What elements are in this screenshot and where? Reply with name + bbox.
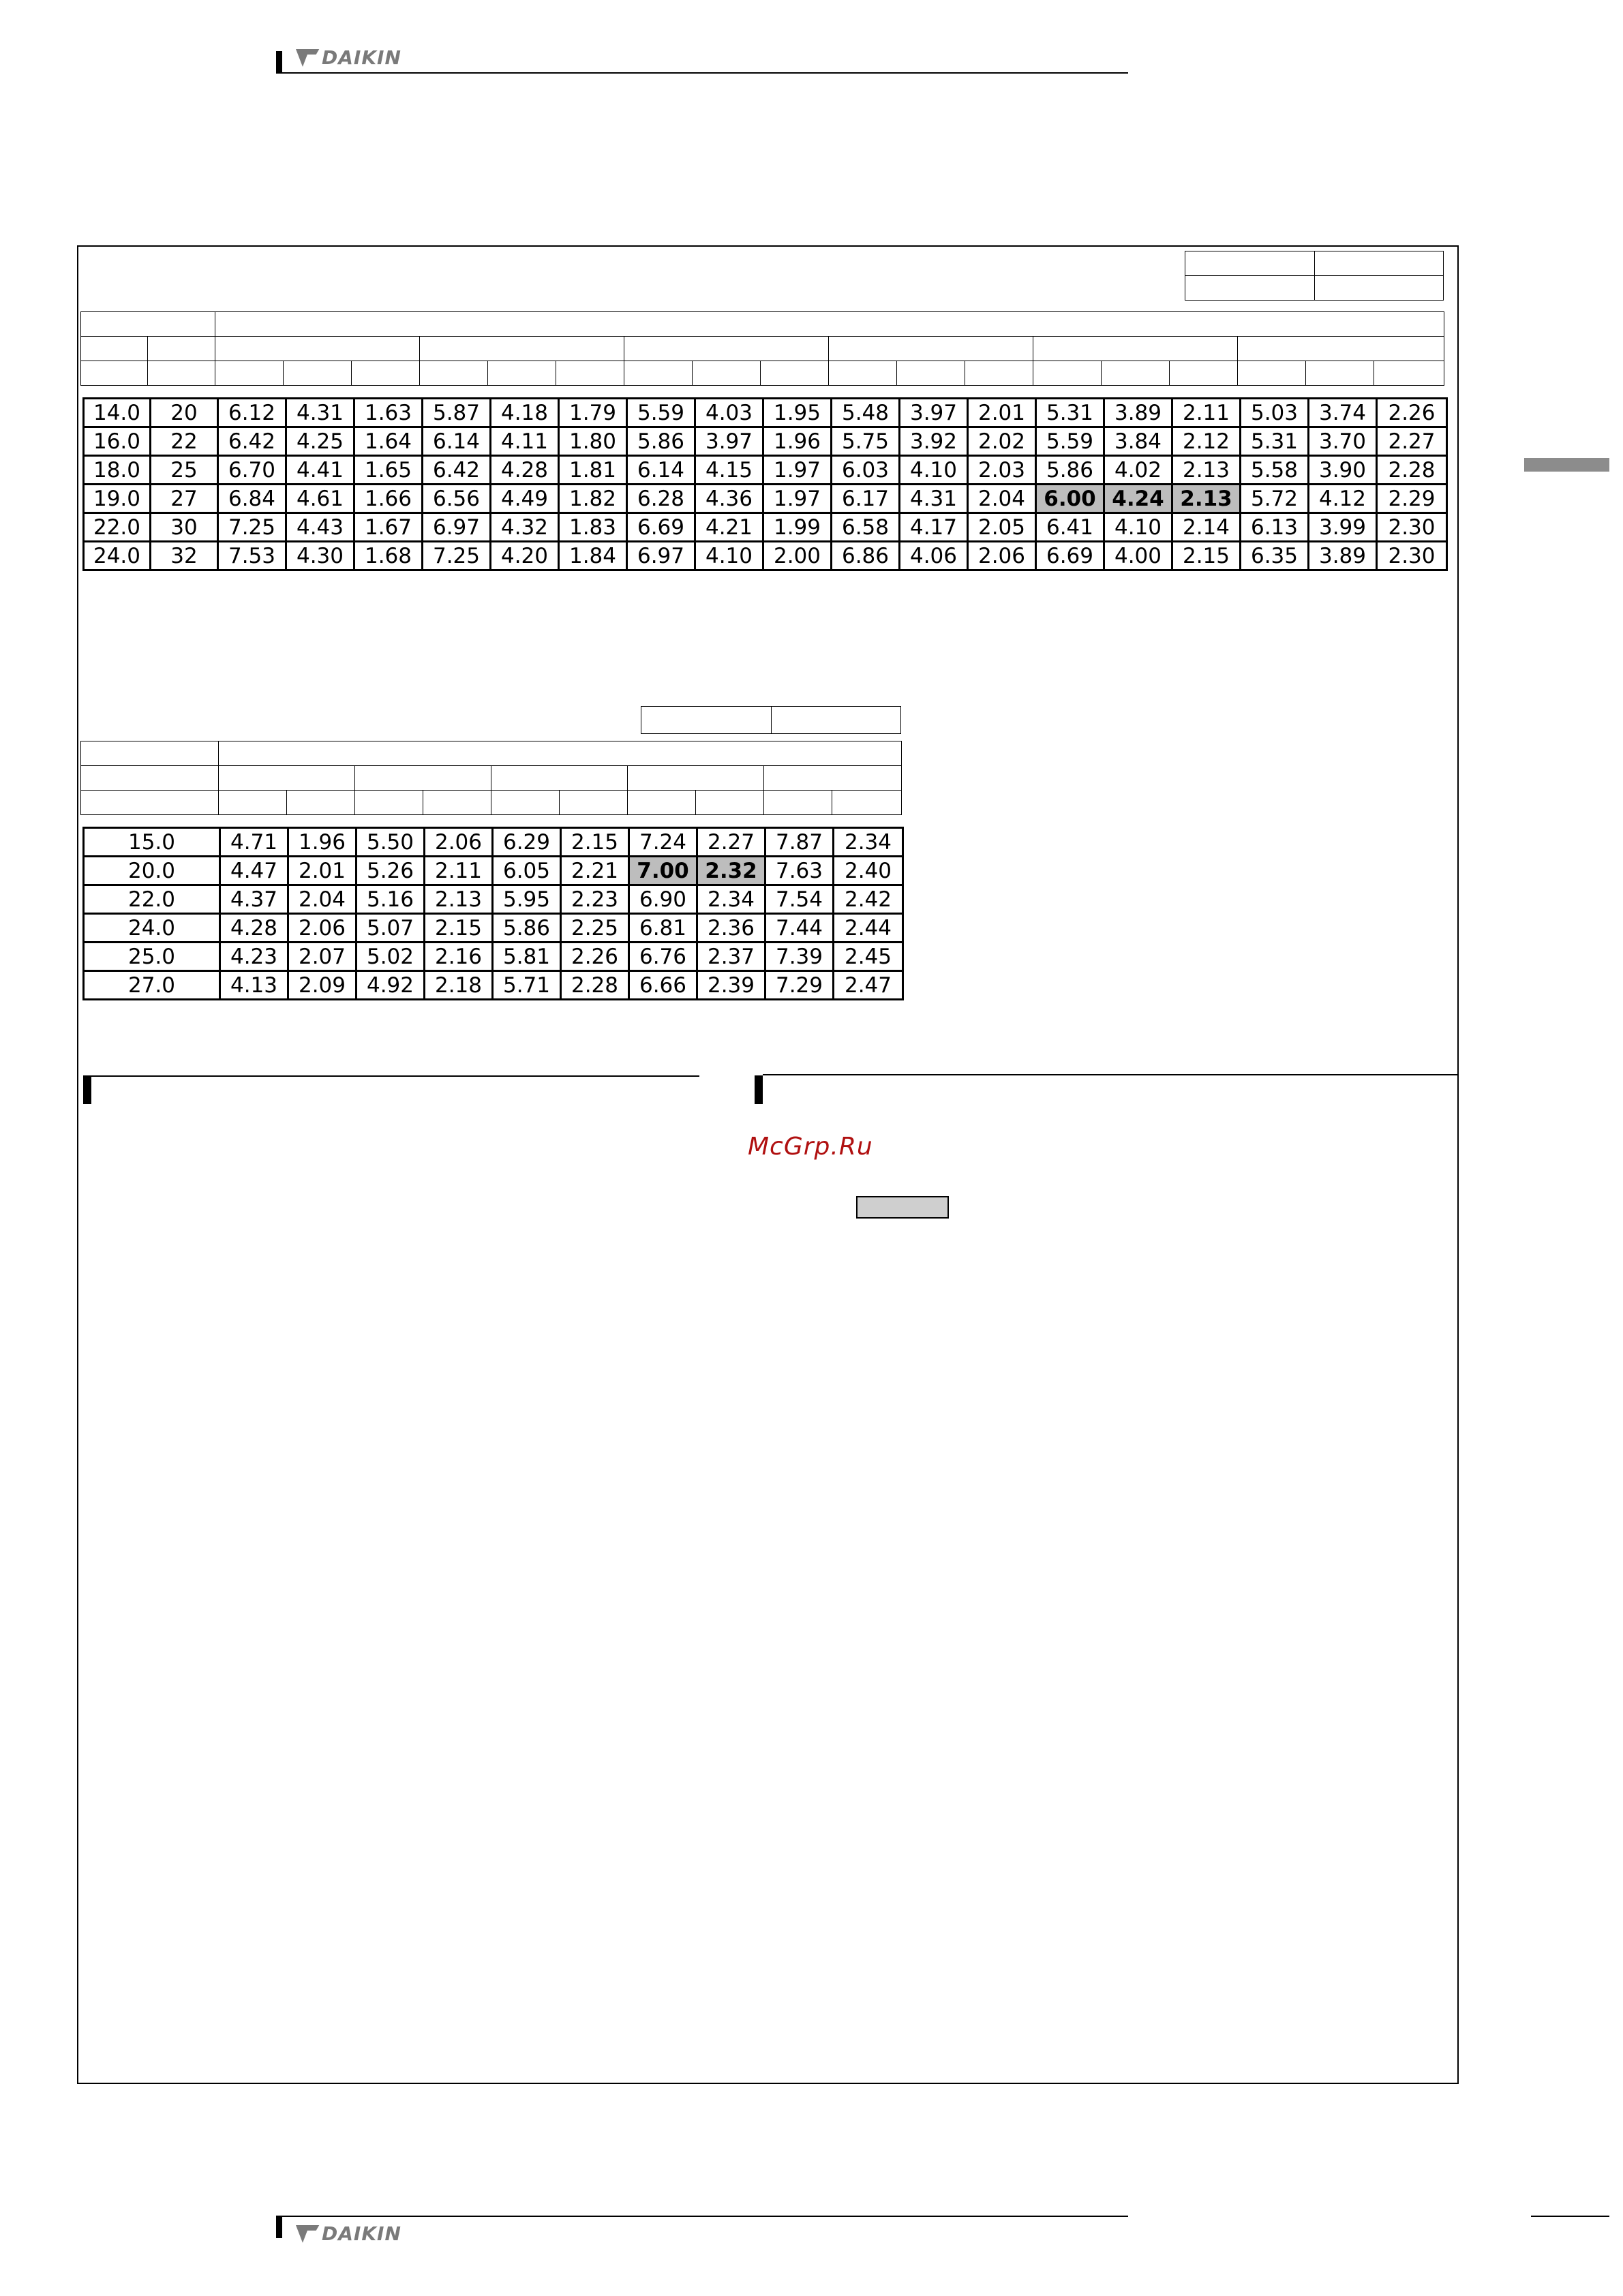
heating-cell: 7.87	[765, 828, 834, 857]
heating-cell: 7.63	[765, 857, 834, 885]
cooling-cell: 4.17	[900, 513, 968, 542]
cooling-cell: 5.59	[1036, 427, 1104, 456]
cooling-cell: 4.25	[286, 427, 354, 456]
side-section-tab	[1524, 458, 1609, 472]
cooling-cell: 6.97	[423, 513, 491, 542]
cooling-cell: 2.06	[968, 542, 1036, 570]
heating-cell: 7.39	[765, 943, 834, 971]
heating-cell: 4.37	[220, 885, 288, 914]
cooling-cell: 16.0	[84, 427, 151, 456]
cooling-cell: 2.13	[1172, 456, 1241, 485]
heating-cell: 5.81	[493, 943, 561, 971]
header-rule	[276, 72, 1128, 74]
cooling-cell: 2.29	[1377, 485, 1447, 513]
cooling-row	[84, 427, 1447, 456]
heating-cell: 4.92	[357, 971, 425, 1000]
heating-cell: 2.26	[561, 943, 629, 971]
cooling-cell: 4.15	[695, 456, 763, 485]
cooling-cell: 5.58	[1241, 456, 1309, 485]
cooling-cell: 5.86	[1036, 456, 1104, 485]
cooling-cell: 4.21	[695, 513, 763, 542]
cooling-cell: 18.0	[84, 456, 151, 485]
heating-cell: 2.27	[697, 828, 765, 857]
heating-cell: 4.28	[220, 914, 288, 943]
cooling-cell: 14.0	[84, 399, 151, 427]
heating-data-table	[82, 827, 904, 1000]
heating-cell: 2.16	[425, 943, 493, 971]
cooling-cell: 1.64	[354, 427, 423, 456]
heating-cell: 7.00	[629, 857, 697, 885]
heating-cell: 2.40	[834, 857, 903, 885]
cooling-cell: 6.42	[218, 427, 286, 456]
cooling-cell: 2.15	[1172, 542, 1241, 570]
cooling-cell: 3.74	[1309, 399, 1377, 427]
daikin-logo-icon	[296, 2225, 319, 2243]
cooling-model-box	[1185, 251, 1444, 301]
cooling-cell: 4.20	[491, 542, 559, 570]
cooling-table-header	[80, 311, 1444, 386]
cooling-cell: 4.18	[491, 399, 559, 427]
cooling-cell: 1.83	[559, 513, 627, 542]
footer-bar-mark	[276, 2216, 282, 2238]
cooling-cell: 4.49	[491, 485, 559, 513]
heating-cell: 2.36	[697, 914, 765, 943]
cooling-cell: 1.81	[559, 456, 627, 485]
cooling-cell: 4.28	[491, 456, 559, 485]
heating-cell: 5.71	[493, 971, 561, 1000]
cooling-cell: 6.42	[423, 456, 491, 485]
cooling-cell: 2.30	[1377, 542, 1447, 570]
heating-cell: 2.42	[834, 885, 903, 914]
cooling-cell: 4.30	[286, 542, 354, 570]
heating-cell: 5.86	[493, 914, 561, 943]
heating-cell: 5.26	[357, 857, 425, 885]
cooling-cell: 3.90	[1309, 456, 1377, 485]
heating-cell: 2.25	[561, 914, 629, 943]
cooling-cell: 4.10	[1104, 513, 1172, 542]
heating-cell: 7.54	[765, 885, 834, 914]
cooling-cell: 5.48	[832, 399, 900, 427]
cooling-cell: 1.96	[763, 427, 832, 456]
heating-cell: 2.06	[425, 828, 493, 857]
header-brand-text: DAIKIN	[322, 46, 401, 69]
cooling-cell: 1.99	[763, 513, 832, 542]
heating-cell: 2.09	[288, 971, 357, 1000]
cooling-cell: 4.43	[286, 513, 354, 542]
cooling-cell: 3.97	[695, 427, 763, 456]
cooling-cell: 6.12	[218, 399, 286, 427]
heating-cell: 2.06	[288, 914, 357, 943]
cooling-cell: 5.72	[1241, 485, 1309, 513]
header-bar-mark	[276, 51, 282, 73]
heating-row	[84, 914, 903, 943]
cooling-cell: 4.36	[695, 485, 763, 513]
heating-cell: 2.39	[697, 971, 765, 1000]
footer-right-rule	[1531, 2216, 1609, 2217]
cooling-cell: 6.03	[832, 456, 900, 485]
cooling-cell: 4.61	[286, 485, 354, 513]
heating-cell: 2.45	[834, 943, 903, 971]
cooling-cell: 6.14	[423, 427, 491, 456]
cooling-row	[84, 399, 1447, 427]
heating-cell: 5.07	[357, 914, 425, 943]
cooling-cell: 2.03	[968, 456, 1036, 485]
cooling-cell: 4.12	[1309, 485, 1377, 513]
cooling-cell: 6.41	[1036, 513, 1104, 542]
cooling-cell: 7.25	[218, 513, 286, 542]
cooling-cell: 27	[151, 485, 218, 513]
cooling-cell: 3.89	[1104, 399, 1172, 427]
heating-cell: 2.47	[834, 971, 903, 1000]
cooling-cell: 4.06	[900, 542, 968, 570]
heating-cell: 2.21	[561, 857, 629, 885]
heating-cell: 2.34	[697, 885, 765, 914]
heating-cell: 7.24	[629, 828, 697, 857]
cooling-cell: 20	[151, 399, 218, 427]
heating-cell: 2.18	[425, 971, 493, 1000]
footer-brand-text: DAIKIN	[322, 2222, 401, 2245]
cooling-cell: 3.92	[900, 427, 968, 456]
heating-row	[84, 857, 903, 885]
heating-cell: 27.0	[84, 971, 220, 1000]
cooling-cell: 30	[151, 513, 218, 542]
heating-row	[84, 885, 903, 914]
heating-cell: 2.44	[834, 914, 903, 943]
heating-cell: 6.66	[629, 971, 697, 1000]
heating-cell: 6.29	[493, 828, 561, 857]
cooling-cell: 3.84	[1104, 427, 1172, 456]
heating-cell: 6.76	[629, 943, 697, 971]
cooling-cell: 3.89	[1309, 542, 1377, 570]
cooling-cell: 6.70	[218, 456, 286, 485]
heating-row	[84, 971, 903, 1000]
cooling-cell: 4.10	[900, 456, 968, 485]
heating-cell: 2.15	[561, 828, 629, 857]
section-right-rule	[763, 1074, 1457, 1075]
cooling-cell: 4.02	[1104, 456, 1172, 485]
cooling-cell: 2.04	[968, 485, 1036, 513]
cooling-cell: 6.17	[832, 485, 900, 513]
cooling-cell: 4.00	[1104, 542, 1172, 570]
cooling-cell: 1.79	[559, 399, 627, 427]
heating-cell: 2.11	[425, 857, 493, 885]
cooling-cell: 6.56	[423, 485, 491, 513]
cooling-cell: 5.86	[627, 427, 695, 456]
cooling-cell: 2.12	[1172, 427, 1241, 456]
heating-cell: 6.90	[629, 885, 697, 914]
heating-cell: 2.34	[834, 828, 903, 857]
cooling-cell: 5.03	[1241, 399, 1309, 427]
cooling-row	[84, 513, 1447, 542]
cooling-cell: 6.86	[832, 542, 900, 570]
cooling-cell: 4.32	[491, 513, 559, 542]
cooling-cell: 2.01	[968, 399, 1036, 427]
cooling-cell: 6.69	[1036, 542, 1104, 570]
cooling-cell: 24.0	[84, 542, 151, 570]
heating-cell: 2.04	[288, 885, 357, 914]
heating-cell: 15.0	[84, 828, 220, 857]
cooling-cell: 2.02	[968, 427, 1036, 456]
cooling-row	[84, 485, 1447, 513]
heating-cell: 25.0	[84, 943, 220, 971]
cooling-data-table	[82, 397, 1448, 571]
heating-cell: 4.23	[220, 943, 288, 971]
cooling-cell: 2.30	[1377, 513, 1447, 542]
cooling-cell: 6.35	[1241, 542, 1309, 570]
cooling-cell: 3.97	[900, 399, 968, 427]
daikin-logo-icon	[296, 49, 319, 67]
cooling-cell: 2.27	[1377, 427, 1447, 456]
cooling-cell: 2.11	[1172, 399, 1241, 427]
cooling-cell: 7.53	[218, 542, 286, 570]
cooling-cell: 25	[151, 456, 218, 485]
heating-cell: 7.44	[765, 914, 834, 943]
heating-cell: 22.0	[84, 885, 220, 914]
heating-cell: 5.50	[357, 828, 425, 857]
cooling-cell: 6.13	[1241, 513, 1309, 542]
cooling-cell: 7.25	[423, 542, 491, 570]
cooling-cell: 22.0	[84, 513, 151, 542]
heating-model-box	[641, 706, 901, 734]
cooling-cell: 1.68	[354, 542, 423, 570]
heating-row	[84, 943, 903, 971]
cooling-cell: 6.97	[627, 542, 695, 570]
heating-cell: 2.32	[697, 857, 765, 885]
heating-cell: 1.96	[288, 828, 357, 857]
footer-logo	[296, 2222, 401, 2245]
cooling-cell: 5.75	[832, 427, 900, 456]
heating-cell: 4.47	[220, 857, 288, 885]
heating-cell: 20.0	[84, 857, 220, 885]
heating-cell: 2.28	[561, 971, 629, 1000]
gray-chip	[856, 1196, 949, 1219]
cooling-cell: 1.80	[559, 427, 627, 456]
heating-cell: 24.0	[84, 914, 220, 943]
cooling-cell: 6.28	[627, 485, 695, 513]
cooling-cell: 2.00	[763, 542, 832, 570]
heating-cell: 2.01	[288, 857, 357, 885]
heating-cell: 2.37	[697, 943, 765, 971]
heating-row	[84, 828, 903, 857]
heating-table-header	[80, 741, 902, 815]
cooling-cell: 3.99	[1309, 513, 1377, 542]
cooling-cell: 5.31	[1241, 427, 1309, 456]
cooling-cell: 32	[151, 542, 218, 570]
cooling-row	[84, 542, 1447, 570]
cooling-cell: 2.26	[1377, 399, 1447, 427]
cooling-cell: 1.84	[559, 542, 627, 570]
section-left-rule	[91, 1075, 699, 1077]
cooling-cell: 4.03	[695, 399, 763, 427]
cooling-cell: 2.05	[968, 513, 1036, 542]
heating-cell: 2.23	[561, 885, 629, 914]
cooling-cell: 5.59	[627, 399, 695, 427]
cooling-cell: 1.97	[763, 456, 832, 485]
heating-cell: 5.95	[493, 885, 561, 914]
cooling-row	[84, 456, 1447, 485]
cooling-cell: 6.14	[627, 456, 695, 485]
cooling-cell: 2.28	[1377, 456, 1447, 485]
cooling-cell: 6.58	[832, 513, 900, 542]
cooling-cell: 5.87	[423, 399, 491, 427]
heating-cell: 2.07	[288, 943, 357, 971]
cooling-cell: 2.14	[1172, 513, 1241, 542]
footer-rule	[276, 2216, 1128, 2217]
heating-cell: 5.02	[357, 943, 425, 971]
cooling-cell: 6.84	[218, 485, 286, 513]
cooling-cell: 1.97	[763, 485, 832, 513]
cooling-cell: 1.65	[354, 456, 423, 485]
heating-cell: 4.13	[220, 971, 288, 1000]
heating-cell: 6.81	[629, 914, 697, 943]
cooling-cell: 1.95	[763, 399, 832, 427]
cooling-cell: 1.82	[559, 485, 627, 513]
heating-cell: 4.71	[220, 828, 288, 857]
cooling-cell: 1.63	[354, 399, 423, 427]
heating-cell: 2.15	[425, 914, 493, 943]
cooling-cell: 4.31	[286, 399, 354, 427]
cooling-cell: 4.41	[286, 456, 354, 485]
cooling-cell: 6.69	[627, 513, 695, 542]
section-left-mark	[83, 1075, 91, 1104]
cooling-cell: 4.10	[695, 542, 763, 570]
heating-cell: 2.13	[425, 885, 493, 914]
cooling-cell: 22	[151, 427, 218, 456]
cooling-cell: 4.11	[491, 427, 559, 456]
watermark-text: McGrp.Ru	[748, 1133, 873, 1161]
heating-cell: 5.16	[357, 885, 425, 914]
cooling-cell: 5.31	[1036, 399, 1104, 427]
cooling-cell: 4.31	[900, 485, 968, 513]
cooling-cell: 19.0	[84, 485, 151, 513]
cooling-cell: 3.70	[1309, 427, 1377, 456]
heating-cell: 7.29	[765, 971, 834, 1000]
header-logo	[296, 46, 401, 69]
cooling-cell: 1.66	[354, 485, 423, 513]
cooling-cell: 1.67	[354, 513, 423, 542]
cooling-cell: 4.24	[1104, 485, 1172, 513]
section-right-mark	[755, 1075, 763, 1104]
cooling-cell: 2.13	[1172, 485, 1241, 513]
heating-cell: 6.05	[493, 857, 561, 885]
cooling-cell: 6.00	[1036, 485, 1104, 513]
